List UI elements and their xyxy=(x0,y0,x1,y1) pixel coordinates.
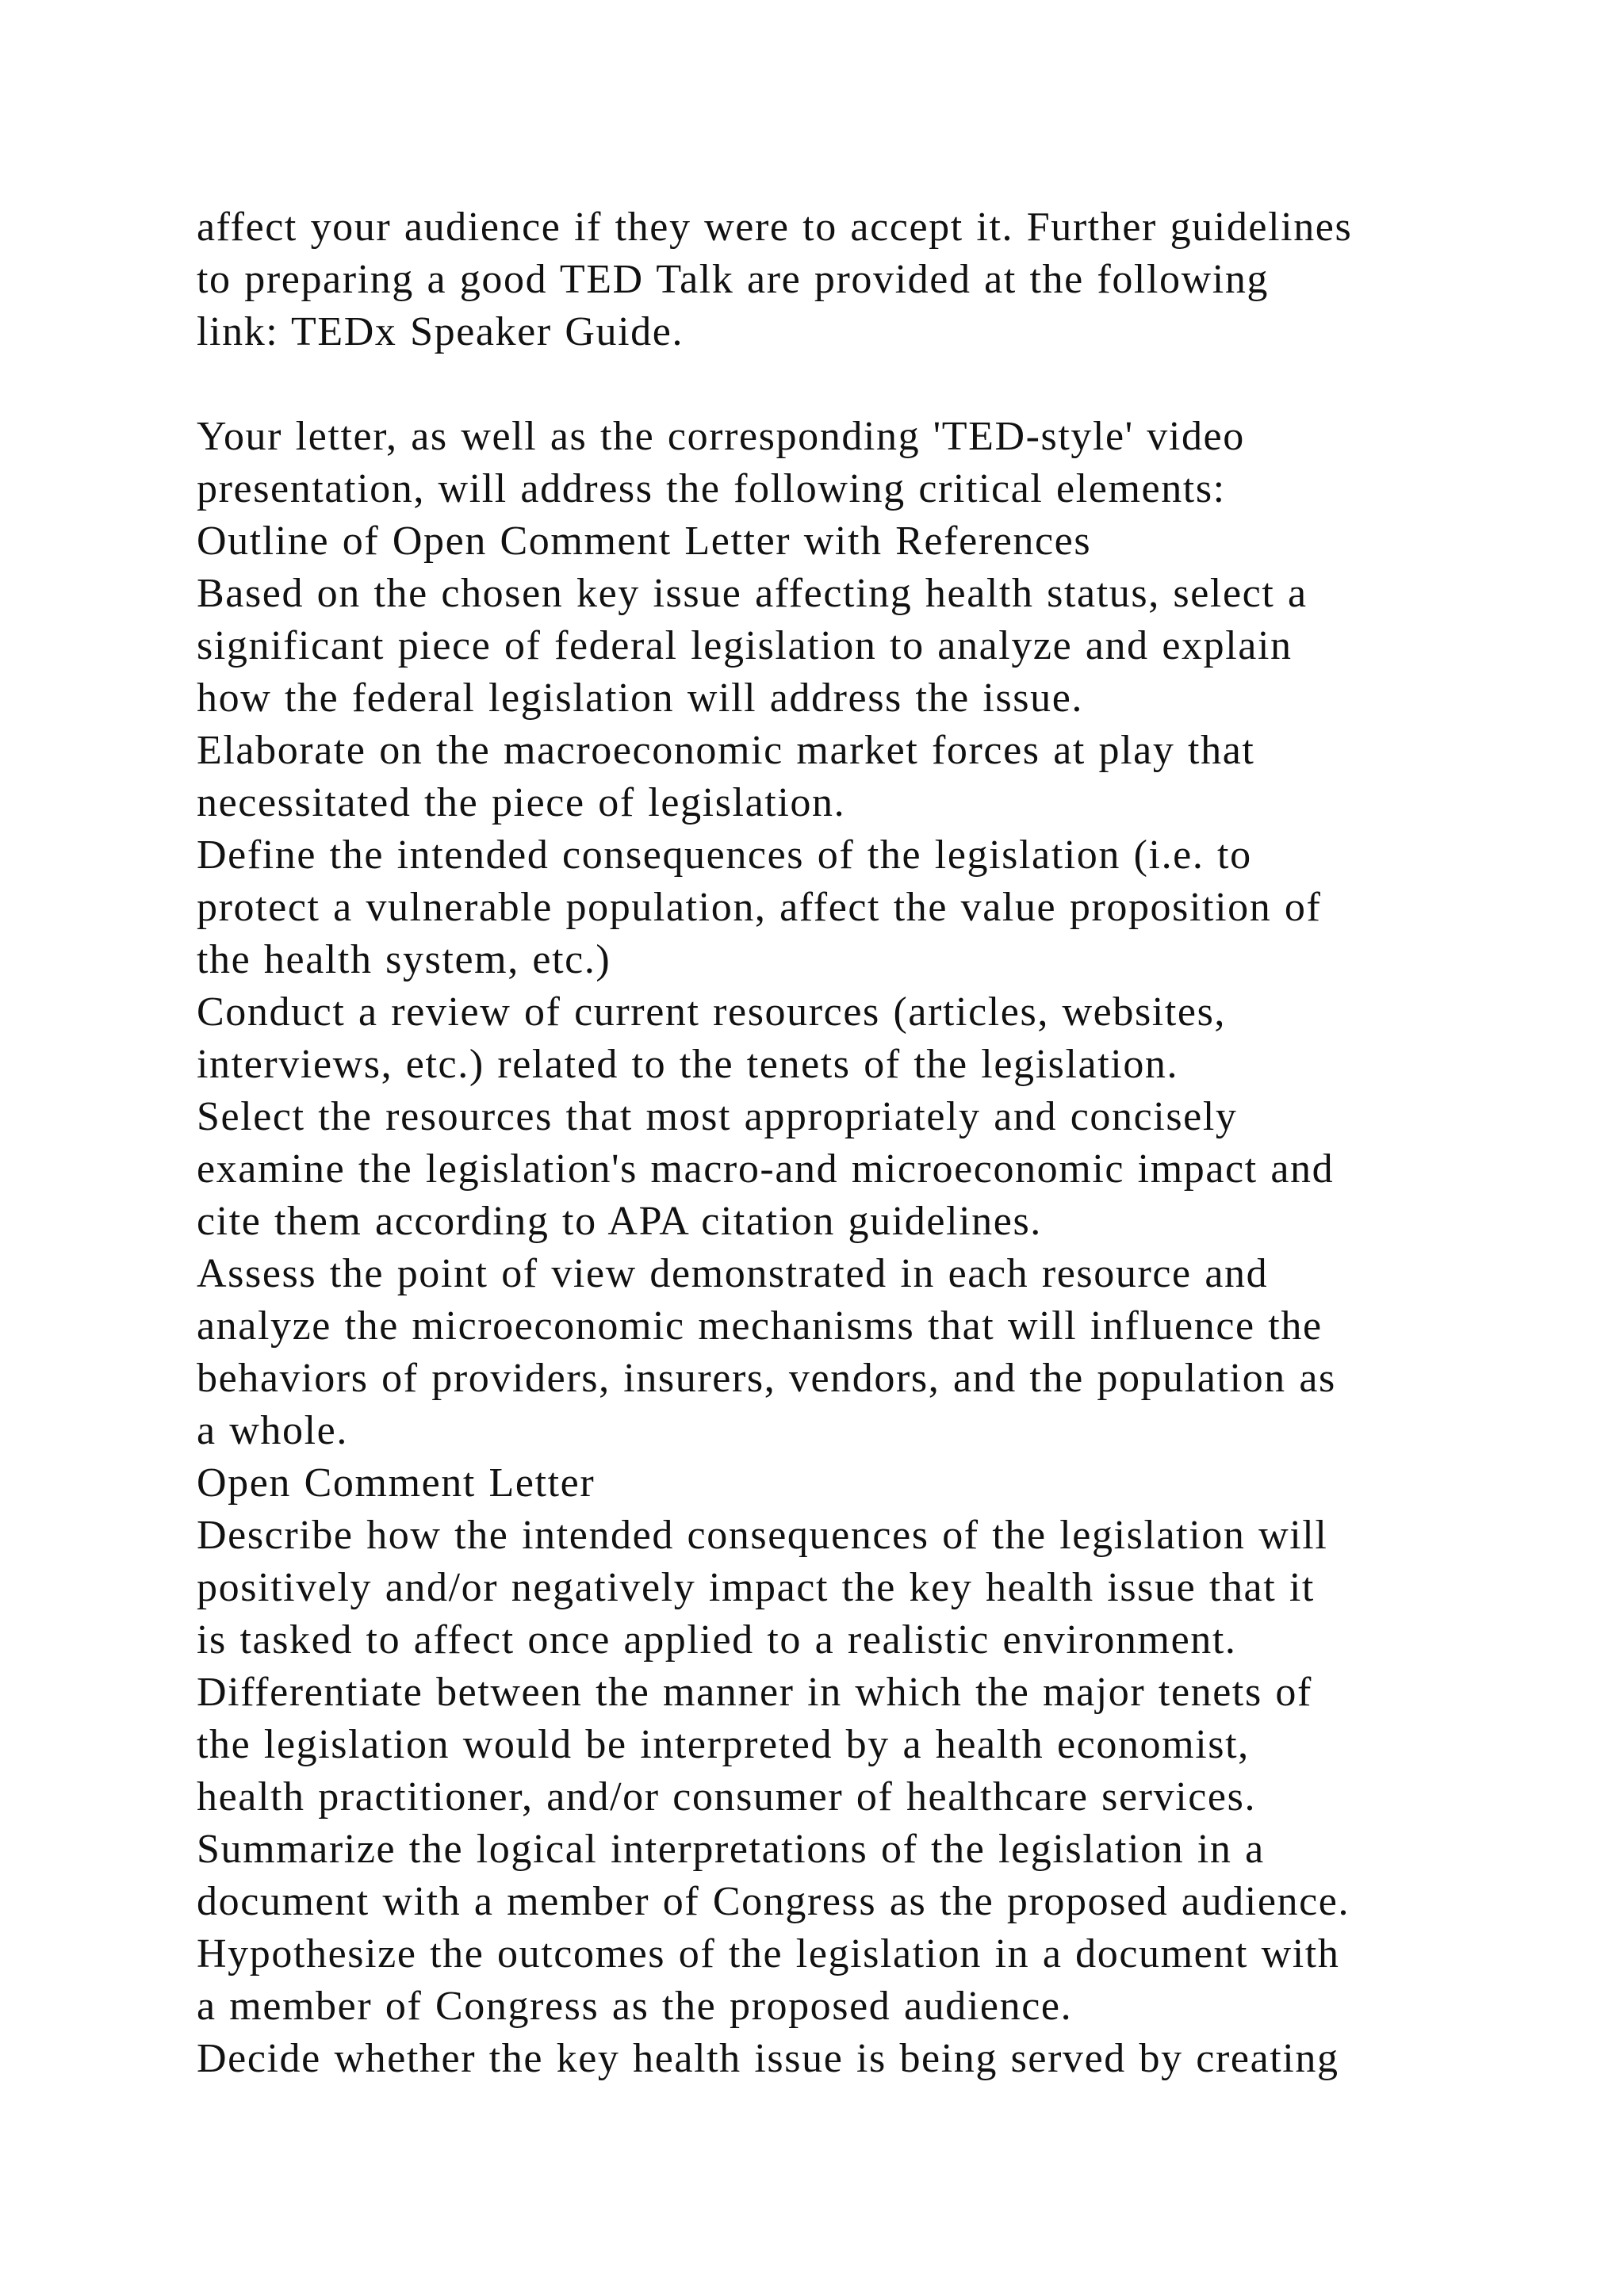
text-line: Decide whether the key health issue is being served by creating xyxy=(197,2036,1339,2081)
text-line: necessitated the piece of legislation. xyxy=(197,780,846,825)
text-line: behaviors of providers, insurers, vendors, and the population as xyxy=(197,1356,1336,1401)
text-line: positively and/or negatively impact the key health issue that it xyxy=(197,1565,1315,1610)
text-line: link: TEDx Speaker Guide. xyxy=(197,309,684,354)
text-line: Your letter, as well as the corresponding 'TED-style' video xyxy=(197,414,1245,459)
text-line: to preparing a good TED Talk are provided at the following xyxy=(197,257,1270,302)
text-line: health practitioner, and/or consumer of healthcare services. xyxy=(197,1774,1257,1820)
blank-line xyxy=(197,358,1545,411)
text-line: Outline of Open Comment Letter with References xyxy=(197,519,1092,564)
text-line: significant piece of federal legislation to analyze and explain xyxy=(197,623,1293,668)
document-body xyxy=(197,201,1545,2085)
text-line: presentation, will address the following critical elements: xyxy=(197,466,1226,511)
text-line: Select the resources that most appropriately and concisely xyxy=(197,1094,1238,1139)
text-line: interviews, etc.) related to the tenets of the legislation. xyxy=(197,1042,1179,1087)
text-line: Elaborate on the macroeconomic market forces at play that xyxy=(197,728,1255,773)
text-line: Define the intended consequences of the legislation (i.e. to xyxy=(197,832,1252,878)
text-line: Differentiate between the manner in which the major tenets of xyxy=(197,1670,1312,1715)
text-line: Open Comment Letter xyxy=(197,1460,596,1506)
text-line: the legislation would be interpreted by a health economist, xyxy=(197,1722,1250,1767)
text-line: cite them according to APA citation guidelines. xyxy=(197,1199,1042,1244)
text-line: how the federal legislation will address the issue. xyxy=(197,675,1084,721)
text-line: is tasked to affect once applied to a realistic environment. xyxy=(197,1617,1237,1663)
text-line: protect a vulnerable population, affect the value proposition of xyxy=(197,885,1322,930)
text-line: analyze the microeconomic mechanisms that will influence the xyxy=(197,1303,1323,1349)
text-line: Based on the chosen key issue affecting health status, select a xyxy=(197,571,1308,616)
text-line: examine the legislation's macro-and microeconomic impact and xyxy=(197,1146,1335,1192)
text-line: a member of Congress as the proposed audience. xyxy=(197,1984,1073,2029)
text-line: Assess the point of view demonstrated in each resource and xyxy=(197,1251,1269,1296)
text-line: the health system, etc.) xyxy=(197,937,611,982)
text-line: Conduct a review of current resources (articles, websites, xyxy=(197,989,1227,1035)
text-line: Describe how the intended consequences of the legislation will xyxy=(197,1513,1328,1558)
text-line: a whole. xyxy=(197,1408,348,1453)
text-line: Hypothesize the outcomes of the legislation in a document with xyxy=(197,1931,1340,1976)
text-line: affect your audience if they were to accept it. Further guidelines xyxy=(197,205,1353,250)
text-line: document with a member of Congress as the proposed audience. xyxy=(197,1879,1350,1924)
text-line: Summarize the logical interpretations of the legislation in a xyxy=(197,1827,1265,1872)
